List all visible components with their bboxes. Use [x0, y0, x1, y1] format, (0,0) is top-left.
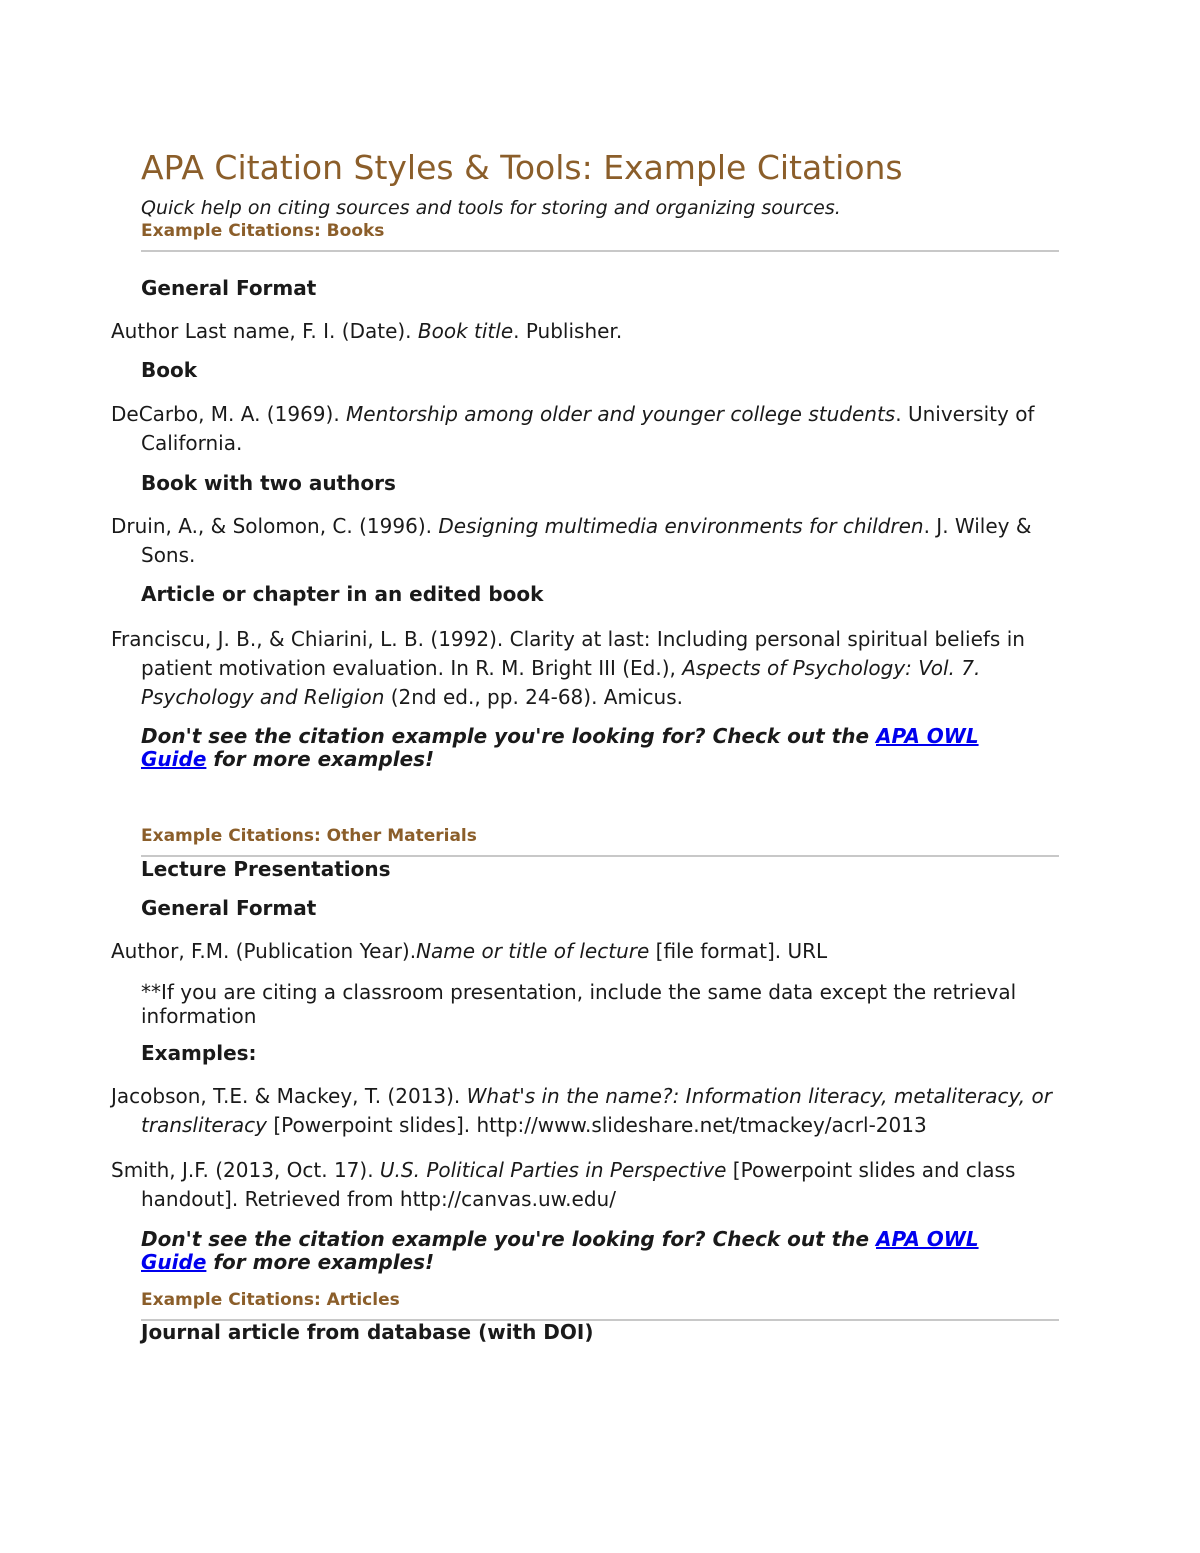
heading-edited-book-chapter: Article or chapter in an edited book [141, 582, 544, 606]
page-subtitle: Quick help on citing sources and tools for storing and organizing sources. [141, 197, 841, 219]
section-divider [141, 250, 1059, 252]
citation-book-two-authors: Druin, A., & Solomon, C. (1996). Designing multimedia environments for children. J. Wiley & Sons. [111, 514, 1032, 567]
heading-book-two-authors: Book with two authors [141, 471, 396, 495]
section-other-materials-title[interactable]: Example Citations: Other Materials [141, 826, 477, 846]
heading-examples: Examples: [141, 1041, 257, 1065]
citation-example-jacobson: Jacobson, T.E. & Mackey, T. (2013). What's in the name?: Information literacy, metaliteracy, or transliteracy [Powerpoint slides]. http://www.slideshare.net/tmackey/acrl-2013 [111, 1084, 1052, 1137]
classroom-presentation-note: **If you are citing a classroom presentation, include the same data except the retrieval information [141, 980, 1017, 1028]
citation-example-smith: Smith, J.F. (2013, Oct. 17). U.S. Political Parties in Perspective [Powerpoint slides and class handout]. Retrieved from http://canvas.uw.edu/ [111, 1158, 1016, 1211]
owl-guide-callout: Don't see the citation example you're looking for? Check out the APA OWL Guide for more examples! [141, 724, 979, 771]
owl-guide-callout: Don't see the citation example you're looking for? Check out the APA OWL Guide for more examples! [141, 1227, 979, 1274]
apa-owl-guide-link[interactable]: APA OWL Guide [141, 724, 979, 771]
heading-journal-article-doi: Journal article from database (with DOI) [141, 1320, 594, 1344]
citation-lecture-format: Author, F.M. (Publication Year).Name or title of lecture [file format]. URL [111, 939, 828, 963]
heading-lecture-presentations: Lecture Presentations [141, 857, 391, 881]
citation-general-format: Author Last name, F. I. (Date). Book title. Publisher. [111, 319, 623, 343]
section-articles-title[interactable]: Example Citations: Articles [141, 1290, 400, 1310]
heading-book: Book [141, 358, 198, 382]
citation-book: DeCarbo, M. A. (1969). Mentorship among older and younger college students. University of California. [111, 402, 1035, 455]
citation-edited-book-chapter: Franciscu, J. B., & Chiarini, L. B. (1992). Clarity at last: Including personal spiritual beliefs in patient motivation evaluation. In R. M. Bright III (Ed.), Aspects of Psychology: Vol. 7. Psychology and Religion (2nd ed., pp. 24-68). Amicus. [111, 627, 1025, 709]
apa-owl-guide-link[interactable]: APA OWL Guide [141, 1227, 979, 1274]
section-books-title[interactable]: Example Citations: Books [141, 221, 385, 241]
heading-general-format: General Format [141, 276, 317, 300]
page-title: APA Citation Styles & Tools: Example Citations [141, 148, 903, 187]
heading-general-format: General Format [141, 896, 317, 920]
